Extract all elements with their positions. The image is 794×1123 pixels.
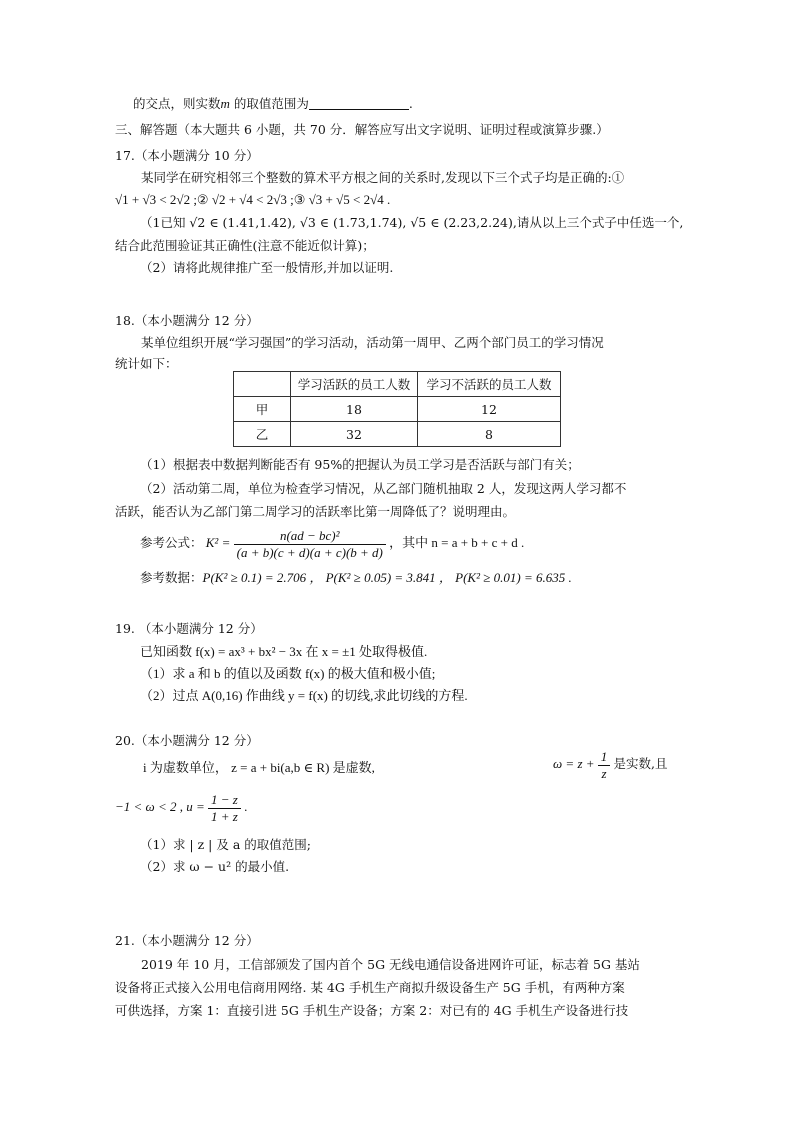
q20-line1b bbox=[553, 749, 668, 781]
omega-tail: 是实数,且 bbox=[613, 756, 668, 772]
table-cell: 18 bbox=[291, 397, 418, 422]
intro-line bbox=[133, 95, 413, 113]
answer-blank[interactable] bbox=[309, 96, 409, 110]
q18-refdata bbox=[140, 569, 572, 587]
q18-part1: （1）根据表中数据判断能否有 95%的把握认为员工学习是否活跃与部门有关； bbox=[140, 457, 580, 472]
intro-text-after: 的取值范围为 bbox=[229, 96, 309, 111]
table-header-row bbox=[234, 372, 561, 397]
intro-variable: m bbox=[220, 96, 230, 111]
formula-lhs: K² = bbox=[205, 535, 231, 551]
table-cell: 32 bbox=[291, 422, 418, 447]
formula-numerator: n(ad − bc)² bbox=[234, 528, 386, 545]
table-cell: 8 bbox=[418, 422, 561, 447]
q19-line1: 已知函数 f(x) = ax³ + bx² − 3x 在 x = ±1 处取得极值. bbox=[140, 644, 428, 659]
q18-line2: 统计如下： bbox=[115, 356, 178, 371]
q18-part2b: 活跃，能否认为乙部门第二周学习的活跃率比第一周降低了？说明理由。 bbox=[115, 504, 516, 519]
q18-line1: 某单位组织开展“学习强国”的学习活动，活动第一周甲、乙两个部门员工的学习情况 bbox=[141, 335, 604, 350]
omega-numerator: 1 bbox=[598, 749, 611, 766]
table-cell: 乙 bbox=[234, 422, 291, 447]
formula-label: 参考公式： bbox=[140, 535, 203, 551]
table-row bbox=[234, 397, 561, 422]
q20-line1a: i 为虚数单位， z = a + bi(a,b ∈ R) 是虚数, bbox=[143, 760, 375, 775]
formula-denominator: (a + b)(c + d)(a + c)(b + d) bbox=[236, 544, 383, 560]
u-fraction bbox=[208, 792, 241, 824]
q20-line3: （1）求 | z | 及 a 的取值范围; bbox=[140, 837, 311, 852]
q20-heading: 20.（本小题满分 12 分） bbox=[115, 733, 259, 748]
refdata-label: 参考数据： bbox=[140, 570, 203, 585]
q17-heading: 17.（本小题满分 10 分） bbox=[115, 148, 259, 163]
u-numerator: 1 − z bbox=[208, 792, 241, 809]
q21-heading: 21.（本小题满分 12 分） bbox=[115, 933, 259, 948]
q19-line2: （1）求 a 和 b 的值以及函数 f(x) 的极大值和极小值; bbox=[140, 666, 436, 681]
q17-line5: （2）请将此规律推广至一般情形,并加以证明. bbox=[140, 260, 394, 275]
u-denominator: 1 + z bbox=[211, 808, 238, 824]
formula-tail: ，其中 n = a + b + c + d . bbox=[389, 535, 525, 551]
table-cell: 甲 bbox=[234, 397, 291, 422]
q20-line4: （2）求 ω − u² 的最小值. bbox=[140, 859, 290, 874]
q19-line3: （2）过点 A(0,16) 作曲线 y = f(x) 的切线,求此切线的方程. bbox=[140, 688, 468, 703]
q17-line1: 某同学在研究相邻三个整数的算术平方根之间的关系时,发现以下三个式子均是正确的:① bbox=[141, 170, 625, 185]
statistics-table bbox=[233, 371, 561, 447]
table-header-cell: 学习活跃的员工人数 bbox=[291, 372, 418, 397]
u-expression: −1 < ω < 2 , u = bbox=[115, 799, 205, 815]
q20-line2 bbox=[115, 792, 247, 824]
section-heading: 三、解答题（本大题共 6 小题，共 70 分．解答应写出文字说明、证明过程或演算步骤.） bbox=[115, 122, 609, 137]
q19-heading: 19. （本小题满分 12 分） bbox=[115, 621, 263, 636]
omega-denominator: z bbox=[601, 765, 607, 781]
q21-line2: 设备将正式接入公用电信商用网络. 某 4G 手机生产商拟升级设备生产 5G 手机，有两种方案 bbox=[115, 980, 625, 995]
q17-line2: √1 + √3 < 2√2 ;② √2 + √4 < 2√3 ;③ √3 + √5 < 2√4 . bbox=[115, 192, 391, 207]
table-header-cell bbox=[234, 372, 291, 397]
table-row bbox=[234, 422, 561, 447]
q17-line4: 结合此范围验证其正确性(注意不能近似计算)； bbox=[115, 238, 375, 253]
table-cell: 12 bbox=[418, 397, 561, 422]
refdata-values: P(K² ≥ 0.1) = 2.706 ， P(K² ≥ 0.05) = 3.841 ， P(K² ≥ 0.01) = 6.635 . bbox=[202, 570, 572, 585]
q17-line3: （1已知 √2 ∈ (1.41,1.42), √3 ∈ (1.73,1.74), √5 ∈ (2.23,2.24),请从以上三个式子中任选一个, bbox=[140, 215, 684, 230]
u-tail: . bbox=[244, 799, 248, 815]
q18-formula bbox=[140, 528, 524, 560]
table-header-cell: 学习不活跃的员工人数 bbox=[418, 372, 561, 397]
q21-line3: 可供选择，方案 1：直接引进 5G 手机生产设备；方案 2：对已有的 4G 手机生产设备进行技 bbox=[115, 1003, 629, 1018]
q18-heading: 18.（本小题满分 12 分） bbox=[115, 313, 259, 328]
intro-text: 的交点，则实数 bbox=[133, 96, 221, 111]
intro-end: . bbox=[408, 96, 413, 111]
omega-expression: ω = z + bbox=[553, 756, 595, 772]
formula-fraction bbox=[234, 528, 386, 560]
q21-line1: 2019 年 10 月，工信部颁发了国内首个 5G 无线电通信设备进网许可证，标志着 5G 基站 bbox=[141, 957, 640, 972]
q18-part2a: （2）活动第二周，单位为检查学习情况，从乙部门随机抽取 2 人，发现这两人学习都不 bbox=[140, 481, 627, 496]
omega-fraction bbox=[598, 749, 611, 781]
